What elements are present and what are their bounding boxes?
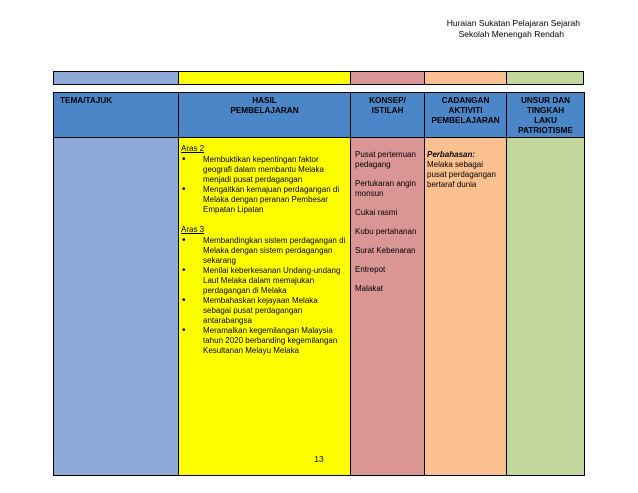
- konsep-item: Surat Kebenaran: [355, 246, 416, 255]
- list-item: • Membuktikan kepentingan faktor geografi dalam membantu Melaka menjadi pusat perdagangan: [181, 155, 346, 185]
- aras-2-block: [181, 144, 346, 215]
- header-aktiviti: CADANGAN AKTIVITI PEMBELAJARAN: [425, 93, 507, 138]
- list-item: • Mengaitkan kemajuan perdagangan di Melaka dengan peranan Pembesar Empatan Lipatan: [181, 185, 346, 215]
- table-row: [54, 138, 585, 476]
- konsep-item: Entrepot: [355, 265, 386, 274]
- konsep-item: Cukai rasmi: [355, 208, 398, 217]
- document-header: [280, 18, 580, 40]
- strip-yellow: [178, 71, 351, 85]
- header-line-1: Huraian Sukatan Pelajaran Sejarah: [446, 18, 580, 28]
- konsep-item: Malakat: [355, 284, 384, 293]
- aras-2-title: Aras 2: [181, 144, 205, 153]
- konsep-item: Kubu pertahanan: [355, 227, 417, 236]
- cell-hasil: [179, 138, 351, 476]
- list-item: • Menilai keberkesanan Undang-undang Laut Melaka dalam memajukan perdagangan di Melaka: [181, 266, 346, 296]
- syllabus-table: [53, 92, 585, 476]
- konsep-item: Pusat pertemuan pedagang: [355, 150, 416, 169]
- cell-konsep: [351, 138, 425, 476]
- header-tema: TEMA/TAJUK: [54, 93, 179, 138]
- cell-aktiviti: [425, 138, 507, 476]
- strip-blue: [53, 71, 179, 85]
- header-unsur: UNSUR DAN TINGKAH LAKU PATRIOTISME: [507, 93, 585, 138]
- konsep-item: Pertukaran angin monsun: [355, 179, 416, 198]
- cell-tema: [54, 138, 179, 476]
- header-line-2: Sekolah Menengah Rendah: [458, 29, 564, 39]
- aras-2-list: [181, 155, 346, 215]
- aktiviti-label: Perbahasan:: [427, 150, 476, 159]
- color-legend-strip: [53, 71, 584, 85]
- aras-3-block: [181, 225, 346, 356]
- strip-orange: [424, 71, 507, 85]
- strip-green: [506, 71, 584, 85]
- list-item: • Membandingkan sistem perdagangan di Melaka dengan sistem perdagangan sekarang: [181, 236, 346, 266]
- cell-unsur: [507, 138, 585, 476]
- aktiviti-text: Melaka sebagai pusat perdagangan bertaraf dunia: [427, 160, 496, 189]
- header-konsep: KONSEP/ ISTILAH: [351, 93, 425, 138]
- list-item: • Membahaskan kejayaan Melaka sebagai pusat perdagangan antarabangsa: [181, 296, 346, 326]
- list-item: • Meramalkan kegemilangan Malaysia tahun 2020 berbanding kegemilangan Kesultanan Melayu Melaka: [181, 326, 346, 356]
- page-number: 13: [314, 454, 324, 464]
- aras-3-list: [181, 236, 346, 356]
- strip-pink: [350, 71, 425, 85]
- aras-3-title: Aras 3: [181, 225, 205, 234]
- header-hasil: HASIL PEMBELAJARAN: [179, 93, 351, 138]
- table-header-row: [54, 93, 585, 138]
